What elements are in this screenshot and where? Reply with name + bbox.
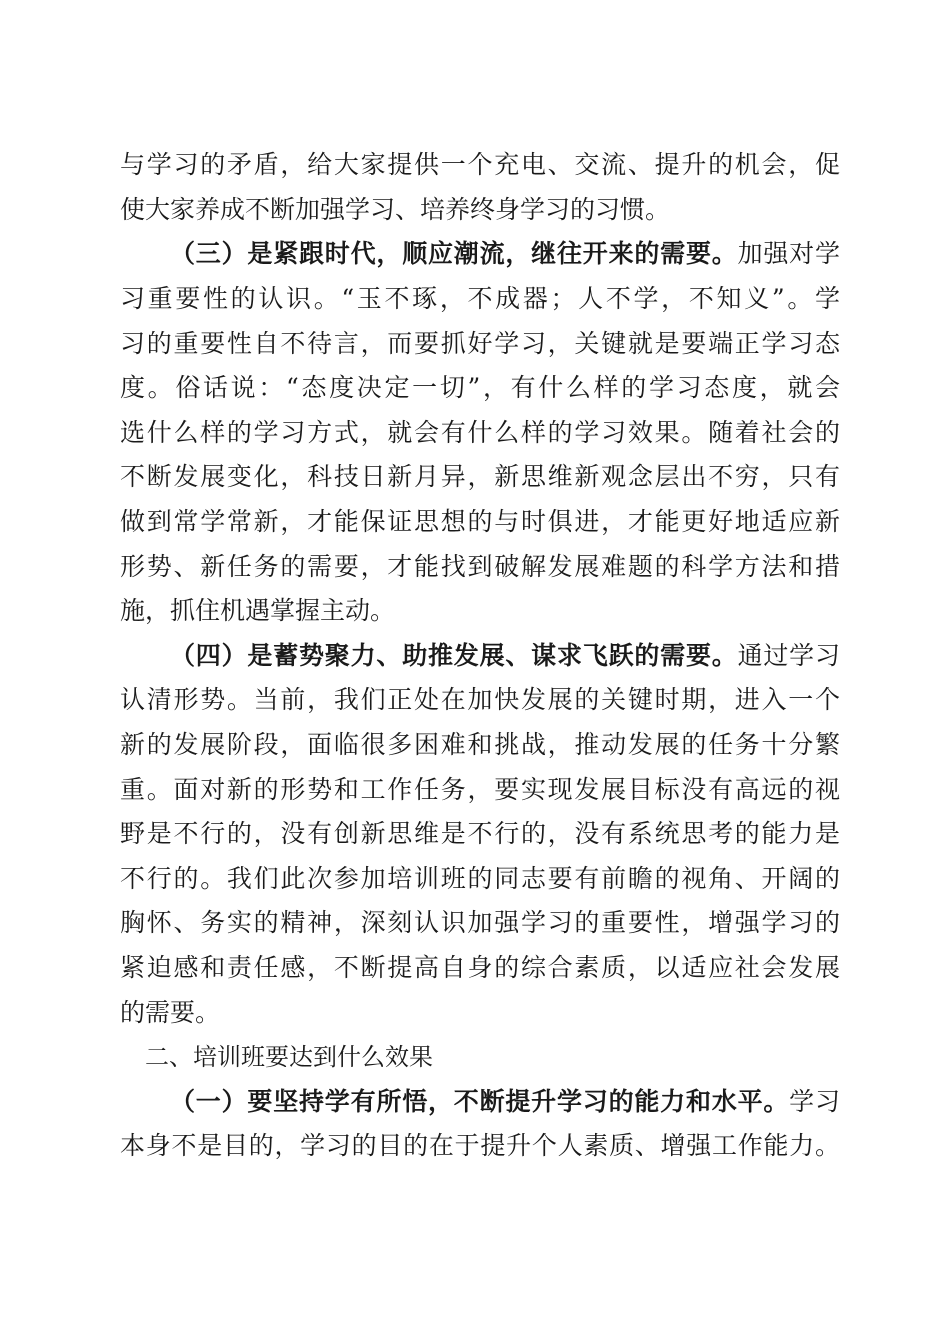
paragraph-line: 重。面对新的形势和工作任务，要实现发展目标没有高远的视 xyxy=(120,775,840,804)
paragraph-text: 通过学习 xyxy=(737,641,840,670)
paragraph-text: 学习 xyxy=(789,1087,840,1116)
paragraph-line: 习的重要性自不待言，而要抓好学习，关键就是要端正学习态 xyxy=(120,329,840,358)
paragraph-lead-bold: （一）要坚持学有所悟，不断提升学习的能力和水平。 xyxy=(170,1087,790,1116)
paragraph-line: 本身不是目的，学习的目的在于提升个人素质、增强工作能力。 xyxy=(120,1131,840,1160)
paragraph-line: 度。俗话说：“态度决定一切”，有什么样的学习态度，就会 xyxy=(120,373,840,402)
paragraph-line: 施，抓住机遇掌握主动。 xyxy=(120,596,396,625)
paragraph-line: 不断发展变化，科技日新月异，新思维新观念层出不穷，只有 xyxy=(120,462,840,491)
paragraph-line: 与学习的矛盾，给大家提供一个充电、交流、提升的机会，促 xyxy=(120,150,840,179)
paragraph-line: 使大家养成不断加强学习、培养终身学习的习惯。 xyxy=(120,195,671,224)
paragraph-line: 新的发展阶段，面临很多困难和挑战，推动发展的任务十分繁 xyxy=(120,730,840,759)
paragraph-line: 不行的。我们此次参加培训班的同志要有前瞻的视角、开阔的 xyxy=(120,864,840,893)
paragraph-lead-bold: （四）是蓄势聚力、助推发展、谋求飞跃的需要。 xyxy=(170,641,738,670)
paragraph-line: 的需要。 xyxy=(120,998,221,1027)
paragraph-line: 习重要性的认识。“玉不琢，不成器；人不学，不知义”。学 xyxy=(120,284,840,313)
paragraph-line: 做到常学常新，才能保证思想的与时俱进，才能更好地适应新 xyxy=(120,507,840,536)
paragraph-line: 形势、新任务的需要，才能找到破解发展难题的科学方法和措 xyxy=(120,552,840,581)
paragraph-line: 胸怀、务实的精神，深刻认识加强学习的重要性，增强学习的 xyxy=(120,908,840,937)
paragraph-line-first xyxy=(170,231,840,277)
section-heading: 二、培训班要达到什么效果 xyxy=(145,1043,433,1071)
paragraph-line: 认清形势。当前，我们正处在加快发展的关键时期，进入一个 xyxy=(120,685,840,714)
paragraph-line-first xyxy=(170,633,840,679)
paragraph-line: 野是不行的，没有创新思维是不行的，没有系统思考的能力是 xyxy=(120,819,840,848)
paragraph-lead-bold: （三）是紧跟时代，顺应潮流，继往开来的需要。 xyxy=(170,239,738,268)
paragraph-line: 紧迫感和责任感，不断提高自身的综合素质，以适应社会发展 xyxy=(120,953,840,982)
paragraph-text: 加强对学 xyxy=(737,239,840,268)
paragraph-line-first xyxy=(170,1079,840,1125)
paragraph-line: 选什么样的学习方式，就会有什么样的学习效果。随着社会的 xyxy=(120,418,840,447)
